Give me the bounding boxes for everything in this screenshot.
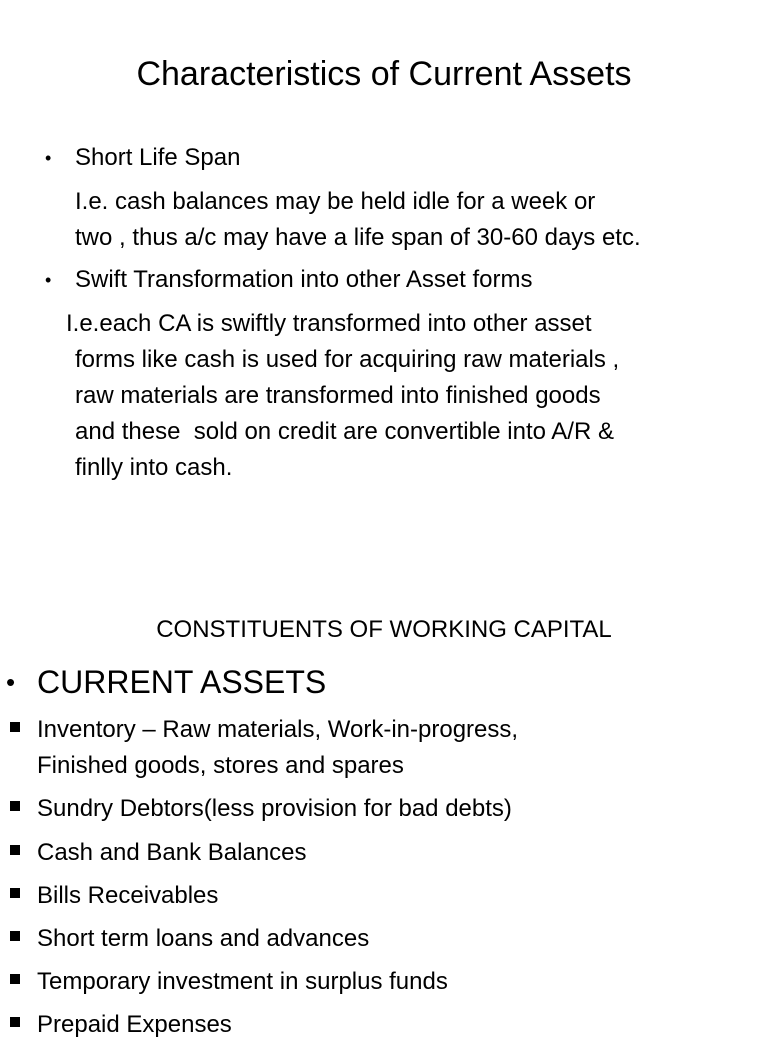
list-item-text: Sundry Debtors(less provision for bad debts) (37, 795, 512, 822)
square-bullet-icon (10, 888, 20, 898)
slide-title: Characteristics of Current Assets (136, 55, 632, 93)
bullet-detail-line: two , thus a/c may have a life span of 30-60 days etc. (75, 224, 641, 251)
bullet-detail-line: and these sold on credit are convertible into A/R & (75, 418, 614, 445)
square-bullet-icon (10, 801, 20, 811)
slide-characteristics (0, 0, 768, 512)
square-bullet-icon (10, 722, 20, 732)
bullet-detail-line: finlly into cash. (75, 454, 233, 481)
square-bullet-icon (10, 1017, 20, 1027)
square-bullet-icon (10, 845, 20, 855)
bullet-detail-line: I.e. cash balances may be held idle for a week or (75, 188, 596, 215)
list-item-text: Inventory – Raw materials, Work-in-progress, (37, 716, 519, 743)
bullet-dot-icon: • (6, 667, 16, 697)
bullet-label: Short Life Span (75, 144, 241, 171)
bullet-dot-icon: • (45, 270, 52, 290)
list-item-text: Cash and Bank Balances (37, 839, 307, 866)
bullet-dot-icon: • (45, 148, 52, 168)
list-item-text: Short term loans and advances (37, 925, 370, 952)
bullet-detail-line: I.e.each CA is swiftly transformed into other asset (66, 310, 592, 337)
bullet-detail-line: raw materials are transformed into finished goods (75, 382, 601, 409)
square-bullet-icon (10, 931, 20, 941)
bullet-detail-line: forms like cash is used for acquiring raw materials , (75, 346, 620, 373)
square-bullet-icon (10, 974, 20, 984)
slide-title: CONSTITUENTS OF WORKING CAPITAL (156, 616, 612, 643)
list-item-text: Bills Receivables (37, 882, 219, 909)
list-item-text: Prepaid Expenses (37, 1011, 232, 1038)
bullet-label: Swift Transformation into other Asset forms (75, 266, 533, 293)
list-item-text: Temporary investment in surplus funds (37, 968, 448, 995)
list-item-text: Finished goods, stores and spares (37, 752, 404, 779)
current-assets-label: CURRENT ASSETS (37, 664, 327, 700)
slide-constituents (0, 512, 768, 1038)
